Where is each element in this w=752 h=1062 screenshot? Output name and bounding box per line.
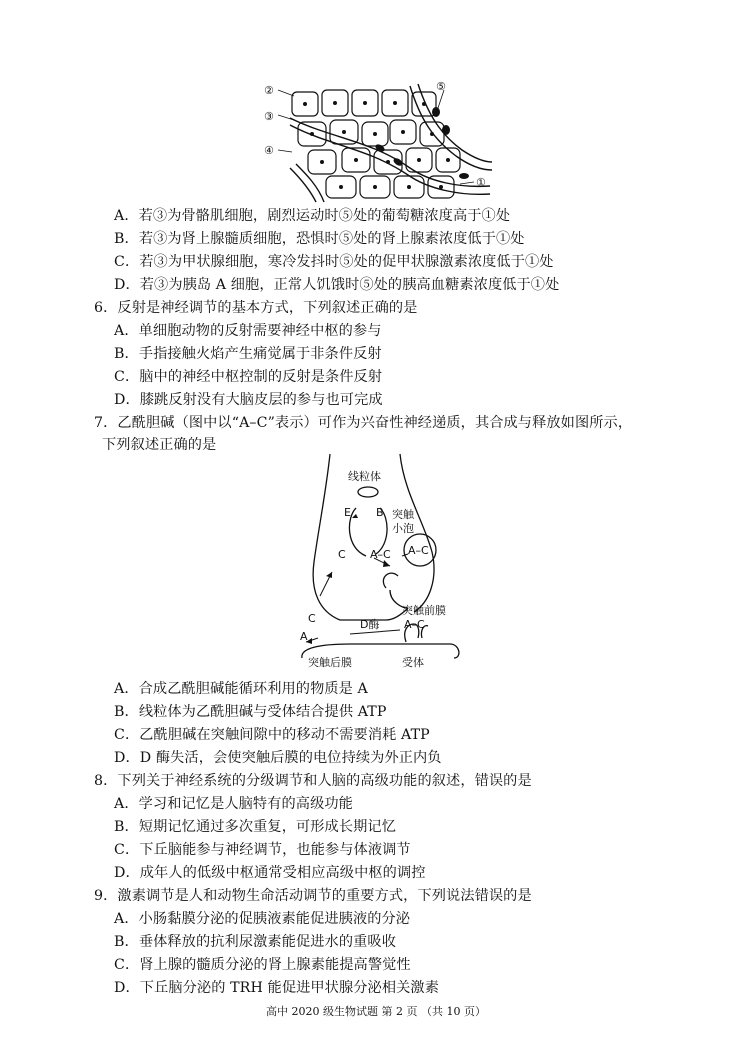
enzyme-label: D酶	[360, 618, 380, 631]
c-label-2: C	[308, 612, 316, 625]
vesicle-label-1: 突触	[392, 508, 414, 521]
tissue-diagram	[260, 78, 500, 204]
q6-option-d: D．膝跳反射没有大脑皮层的参与也可完成	[114, 392, 383, 408]
b-label: B	[376, 506, 384, 519]
q9-option-d: D．下丘脑分泌的 TRH 能促进甲状腺分泌相关激素	[114, 980, 439, 996]
label-2: ②	[264, 84, 274, 97]
post-membrane-label: 突触后膜	[308, 656, 352, 669]
label-4: ④	[264, 144, 274, 157]
vesicle-label-2: 小泡	[392, 522, 414, 535]
e-label: E	[344, 506, 351, 519]
ac-label-2: A–C	[408, 544, 429, 557]
q7-option-b: B．线粒体为乙酰胆碱与受体结合提供 ATP	[114, 704, 387, 720]
q5-option-b: B．若③为肾上腺髓质细胞，恐惧时⑤处的肾上腺素浓度低于①处	[114, 231, 525, 247]
receptor-label: 受体	[402, 656, 424, 669]
q9-option-c: C．肾上腺的髓质分泌的肾上腺素能提高警觉性	[114, 957, 411, 973]
q9-stem: 9．激素调节是人和动物生命活动调节的重要方式，下列说法错误的是	[94, 888, 532, 904]
q6-stem: 6．反射是神经调节的基本方式，下列叙述正确的是	[94, 300, 418, 316]
q9-option-a: A．小肠黏膜分泌的促胰液素能促进胰液的分泌	[114, 911, 411, 927]
q8-option-c: C．下丘脑能参与神经调节，也能参与体液调节	[114, 842, 411, 858]
a-label: A	[300, 630, 308, 643]
q7-option-a: A．合成乙酰胆碱能循环利用的物质是 A	[114, 681, 368, 697]
q9-option-b: B．垂体释放的抗利尿激素能促进水的重吸收	[114, 934, 396, 950]
label-1: ①	[476, 176, 486, 189]
ac-label-1: A–C	[370, 548, 391, 561]
q7-option-c: C．乙酰胆碱在突触间隙中的移动不需要消耗 ATP	[114, 727, 430, 743]
q5-option-a: A．若③为骨骼肌细胞，剧烈运动时⑤处的葡萄糖浓度高于①处	[114, 208, 511, 224]
q6-option-c: C．脑中的神经中枢控制的反射是条件反射	[114, 369, 383, 385]
page-footer: 高中 2020 级生物试题 第 2 页 （共 10 页）	[266, 1005, 486, 1018]
ac-label-3: A–C	[404, 618, 425, 631]
q8-option-d: D．成年人的低级中枢通常受相应高级中枢的调控	[114, 865, 426, 881]
q6-option-b: B．手指接触火焰产生痛觉属于非条件反射	[114, 346, 382, 362]
c-label-1: C	[338, 548, 346, 561]
label-3: ③	[264, 110, 274, 123]
mito-label: 线粒体	[348, 470, 381, 483]
q5-option-d: D．若③为胰岛 A 细胞，正常人饥饿时⑤处的胰高血糖素浓度低于①处	[114, 277, 560, 293]
q7-option-d: D．D 酶失活，会使突触后膜的电位持续为外正内负	[114, 750, 442, 766]
q8-option-b: B．短期记忆通过多次重复，可形成长期记忆	[114, 819, 396, 835]
q5-option-c: C．若③为甲状腺细胞，寒冷发抖时⑤处的促甲状腺激素浓度低于①处	[114, 254, 554, 270]
label-5: ⑤	[436, 80, 446, 93]
q8-option-a: A．学习和记忆是人脑特有的高级功能	[114, 796, 353, 812]
q6-option-a: A．单细胞动物的反射需要神经中枢的参与	[114, 323, 382, 339]
synapse-diagram	[290, 452, 470, 672]
q7-stem-line1: 7．乙酰胆碱（图中以“A–C”表示）可作为兴奋性神经递质，其合成与释放如图所示，	[94, 415, 633, 431]
q8-stem: 8．下列关于神经系统的分级调节和人脑的高级功能的叙述，错误的是	[94, 773, 532, 789]
pre-membrane-label: 突触前膜	[402, 604, 446, 617]
q7-stem-line2: 下列叙述正确的是	[102, 437, 217, 453]
